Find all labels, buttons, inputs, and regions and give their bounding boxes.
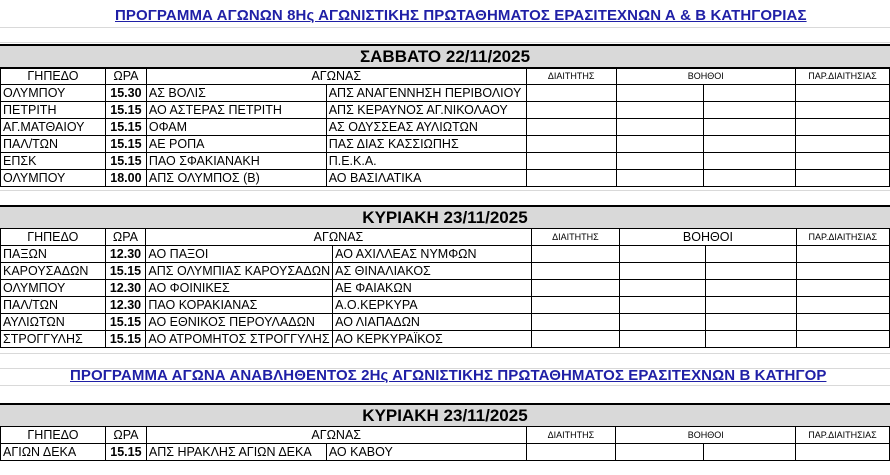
table-row[interactable] (1, 170, 890, 187)
home-team-cell: ΑΠΣ ΟΛΥΜΠΟΣ (Β) (146, 170, 326, 187)
time-cell: 15.15 (105, 119, 146, 136)
home-team-cell: ΑΟ ΦΟΙΝΙΚΕΣ (146, 280, 333, 297)
time-cell: 15.15 (105, 136, 146, 153)
home-team-cell: ΑΟ ΑΣΤΕΡΑΣ ΠΕΤΡΙΤΗ (146, 102, 326, 119)
assistant-2-cell[interactable] (704, 170, 796, 187)
assistant-1-cell[interactable] (620, 331, 706, 348)
observer-cell[interactable] (796, 85, 890, 102)
assistant-1-cell[interactable] (616, 153, 704, 170)
assistant-1-cell[interactable] (616, 136, 704, 153)
home-team-cell: ΟΦΑΜ (146, 119, 326, 136)
table-row[interactable] (1, 153, 890, 170)
header-observer: ΠΑΡ.ΔΙΑΙΤΗΣΙΑΣ (796, 229, 889, 246)
referee-cell[interactable] (526, 136, 616, 153)
table-row[interactable] (1, 263, 890, 280)
header-observer: ΠΑΡ.ΔΙΑΙΤΗΣΙΑΣ (796, 68, 890, 85)
schedule-table-saturday (0, 67, 890, 187)
assistant-1-cell[interactable] (616, 170, 704, 187)
venue-cell: ΕΠΣΚ (1, 153, 106, 170)
assistant-2-cell[interactable] (706, 297, 796, 314)
away-team-cell: ΑΟ ΚΑΒΟΥ (326, 444, 526, 461)
day-header-saturday: ΣΑΒΒΑΤΟ 22/11/2025 (0, 44, 890, 69)
away-team-cell: ΑΕ ΦΑΙΑΚΩΝ (333, 280, 531, 297)
assistant-2-cell[interactable] (706, 263, 796, 280)
time-cell: 15.30 (105, 85, 146, 102)
observer-cell[interactable] (796, 102, 890, 119)
home-team-cell: ΑΣ ΒΟΛΙΣ (146, 85, 326, 102)
header-venue: ΓΗΠΕΔΟ (1, 68, 106, 85)
assistant-1-cell[interactable] (620, 246, 706, 263)
main-title: ΠΡΟΓΡΑΜΜΑ ΑΓΩΝΩΝ 8Ης ΑΓΩΝΙΣΤΙΚΗΣ ΠΡΩΤΑΘΗΜΑΤΟΣ ΕΡΑΣΙΤΕΧΝΩΝ Α & Β ΚΑΤΗΓΟΡΙΑΣ (115, 7, 807, 24)
assistant-1-cell[interactable] (616, 102, 704, 119)
venue-cell: ΣΤΡΟΓΓΥΛΗΣ (1, 331, 106, 348)
venue-cell: ΠΑΛ/ΤΩΝ (1, 136, 106, 153)
assistant-1-cell[interactable] (620, 314, 706, 331)
schedule-table-sunday (0, 228, 890, 348)
table-row[interactable] (1, 136, 890, 153)
assistant-1-cell[interactable] (620, 297, 706, 314)
away-team-cell: ΑΟ ΛΙΑΠΑΔΩΝ (333, 314, 531, 331)
table-header-row (1, 427, 890, 444)
referee-cell[interactable] (531, 331, 620, 348)
header-assistants: ΒΟΗΘΟΙ (616, 68, 795, 85)
day-header-sunday: ΚΥΡΙΑΚΗ 23/11/2025 (0, 205, 890, 229)
referee-cell[interactable] (526, 444, 616, 461)
assistant-2-cell[interactable] (704, 119, 796, 136)
time-cell: 15.15 (105, 331, 146, 348)
observer-cell[interactable] (796, 263, 889, 280)
observer-cell[interactable] (796, 297, 889, 314)
venue-cell: ΚΑΡΟΥΣΑΔΩΝ (1, 263, 106, 280)
venue-cell: ΠΑΞΩΝ (1, 246, 106, 263)
venue-cell: ΑΓ.ΜΑΤΘΑΙΟΥ (1, 119, 106, 136)
table-row[interactable] (1, 280, 890, 297)
table-row[interactable] (1, 444, 890, 461)
time-cell: 15.15 (105, 444, 146, 461)
referee-cell[interactable] (526, 85, 616, 102)
venue-cell: ΟΛΥΜΠΟΥ (1, 170, 106, 187)
time-cell: 12.30 (105, 280, 146, 297)
observer-cell[interactable] (796, 331, 889, 348)
observer-cell[interactable] (796, 136, 890, 153)
header-time: ΩΡΑ (105, 229, 146, 246)
day-header-postponed: ΚΥΡΙΑΚΗ 23/11/2025 (0, 403, 890, 427)
venue-cell: ΑΥΛΙΩΤΩΝ (1, 314, 106, 331)
observer-cell[interactable] (796, 314, 889, 331)
assistant-2-cell[interactable] (706, 246, 796, 263)
time-cell: 12.30 (105, 246, 146, 263)
table-row[interactable] (1, 314, 890, 331)
postponed-title: ΠΡΟΓΡΑΜΜΑ ΑΓΩΝΑ ΑΝΑΒΛΗΘΕΝΤΟΣ 2Ης ΑΓΩΝΙΣΤΙΚΗΣ ΠΡΩΤΑΘΗΜΑΤΟΣ ΕΡΑΣΙΤΕΧΝΩΝ Β ΚΑΤΗΓΟΡ (70, 367, 827, 384)
header-match: ΑΓΩΝΑΣ (146, 427, 526, 444)
assistant-1-cell[interactable] (616, 119, 704, 136)
table-header-row (1, 68, 890, 85)
assistant-1-cell[interactable] (616, 85, 704, 102)
assistant-2-cell[interactable] (704, 444, 796, 461)
away-team-cell: ΑΠΣ ΑΝΑΓΕΝΝΗΣΗ ΠΕΡΙΒΟΛΙΟΥ (326, 85, 526, 102)
venue-cell: ΟΛΥΜΠΟΥ (1, 85, 106, 102)
grid-line (0, 42, 890, 43)
header-venue: ΓΗΠΕΔΟ (1, 229, 106, 246)
grid-line (0, 190, 890, 191)
time-cell: 15.15 (105, 263, 146, 280)
referee-cell[interactable] (531, 246, 620, 263)
assistant-2-cell[interactable] (704, 153, 796, 170)
away-team-cell: ΑΟ ΑΧΙΛΛΕΑΣ ΝΥΜΦΩΝ (333, 246, 531, 263)
referee-cell[interactable] (526, 102, 616, 119)
referee-cell[interactable] (531, 314, 620, 331)
grid-line (0, 27, 890, 28)
assistant-1-cell[interactable] (616, 444, 704, 461)
header-referee: ΔΙΑΙΤΗΤΗΣ (531, 229, 620, 246)
header-match: ΑΓΩΝΑΣ (146, 68, 526, 85)
away-team-cell: ΑΟ ΒΑΣΙΛΑΤΙΚΑ (326, 170, 526, 187)
assistant-1-cell[interactable] (620, 280, 706, 297)
home-team-cell: ΑΟ ΑΤΡΟΜΗΤΟΣ ΣΤΡΟΓΓΥΛΗΣ (146, 331, 333, 348)
time-cell: 15.15 (105, 102, 146, 119)
grid-line (0, 353, 890, 354)
table-row[interactable] (1, 102, 890, 119)
venue-cell: ΠΑΛ/ΤΩΝ (1, 297, 106, 314)
referee-cell[interactable] (526, 119, 616, 136)
header-observer: ΠΑΡ.ΔΙΑΙΤΗΣΙΑΣ (796, 427, 890, 444)
home-team-cell: ΑΕ ΡΟΠΑ (146, 136, 326, 153)
observer-cell[interactable] (796, 170, 890, 187)
away-team-cell: ΑΣ ΟΔΥΣΣΕΑΣ ΑΥΛΙΩΤΩΝ (326, 119, 526, 136)
assistant-2-cell[interactable] (706, 331, 796, 348)
referee-cell[interactable] (531, 297, 620, 314)
assistant-2-cell[interactable] (706, 280, 796, 297)
away-team-cell: Π.Ε.Κ.Α. (326, 153, 526, 170)
table-header-row (1, 229, 890, 246)
home-team-cell: ΑΠΣ ΟΛΥΜΠΙΑΣ ΚΑΡΟΥΣΑΔΩΝ (146, 263, 333, 280)
table-row[interactable] (1, 119, 890, 136)
referee-cell[interactable] (526, 153, 616, 170)
table-row[interactable] (1, 246, 890, 263)
referee-cell[interactable] (531, 280, 620, 297)
assistant-2-cell[interactable] (706, 314, 796, 331)
header-time: ΩΡΑ (105, 427, 146, 444)
header-match: ΑΓΩΝΑΣ (146, 229, 531, 246)
assistant-1-cell[interactable] (620, 263, 706, 280)
time-cell: 18.00 (105, 170, 146, 187)
table-row[interactable] (1, 297, 890, 314)
header-assistants: ΒΟΗΘΟΙ (616, 427, 796, 444)
table-row[interactable] (1, 331, 890, 348)
venue-cell: ΟΛΥΜΠΟΥ (1, 280, 106, 297)
home-team-cell: ΑΠΣ ΗΡΑΚΛΗΣ ΑΓΙΩΝ ΔΕΚΑ (146, 444, 326, 461)
time-cell: 15.15 (105, 153, 146, 170)
observer-cell[interactable] (796, 153, 890, 170)
schedule-table-postponed (0, 426, 890, 461)
header-assistants: ΒΟΗΘΟΙ (620, 229, 796, 246)
time-cell: 15.15 (105, 314, 146, 331)
home-team-cell: ΑΟ ΕΘΝΙΚΟΣ ΠΕΡΟΥΛΑΔΩΝ (146, 314, 333, 331)
table-row[interactable] (1, 85, 890, 102)
assistant-2-cell[interactable] (704, 102, 796, 119)
referee-cell[interactable] (526, 170, 616, 187)
away-team-cell: Α.Ο.ΚΕΡΚΥΡΑ (333, 297, 531, 314)
observer-cell[interactable] (796, 280, 889, 297)
assistant-2-cell[interactable] (704, 85, 796, 102)
home-team-cell: ΠΑΟ ΣΦΑΚΙΑΝΑΚΗ (146, 153, 326, 170)
grid-line (0, 385, 890, 386)
away-team-cell: ΑΠΣ ΚΕΡΑΥΝΟΣ ΑΓ.ΝΙΚΟΛΑΟΥ (326, 102, 526, 119)
away-team-cell: ΑΟ ΚΕΡΚΥΡΑΪΚΟΣ (333, 331, 531, 348)
header-time: ΩΡΑ (105, 68, 146, 85)
header-referee: ΔΙΑΙΤΗΤΗΣ (526, 427, 616, 444)
away-team-cell: ΠΑΣ ΔΙΑΣ ΚΑΣΣΙΩΠΗΣ (326, 136, 526, 153)
observer-cell[interactable] (796, 444, 890, 461)
away-team-cell: ΑΣ ΘΙΝΑΛΙΑΚΟΣ (333, 263, 531, 280)
observer-cell[interactable] (796, 246, 889, 263)
home-team-cell: ΑΟ ΠΑΞΟΙ (146, 246, 333, 263)
header-venue: ΓΗΠΕΔΟ (1, 427, 106, 444)
venue-cell: ΠΕΤΡΙΤΗ (1, 102, 106, 119)
header-referee: ΔΙΑΙΤΗΤΗΣ (526, 68, 616, 85)
home-team-cell: ΠΑΟ ΚΟΡΑΚΙΑΝΑΣ (146, 297, 333, 314)
observer-cell[interactable] (796, 119, 890, 136)
referee-cell[interactable] (531, 263, 620, 280)
time-cell: 12.30 (105, 297, 146, 314)
venue-cell: ΑΓΙΩΝ ΔΕΚΑ (1, 444, 106, 461)
assistant-2-cell[interactable] (704, 136, 796, 153)
